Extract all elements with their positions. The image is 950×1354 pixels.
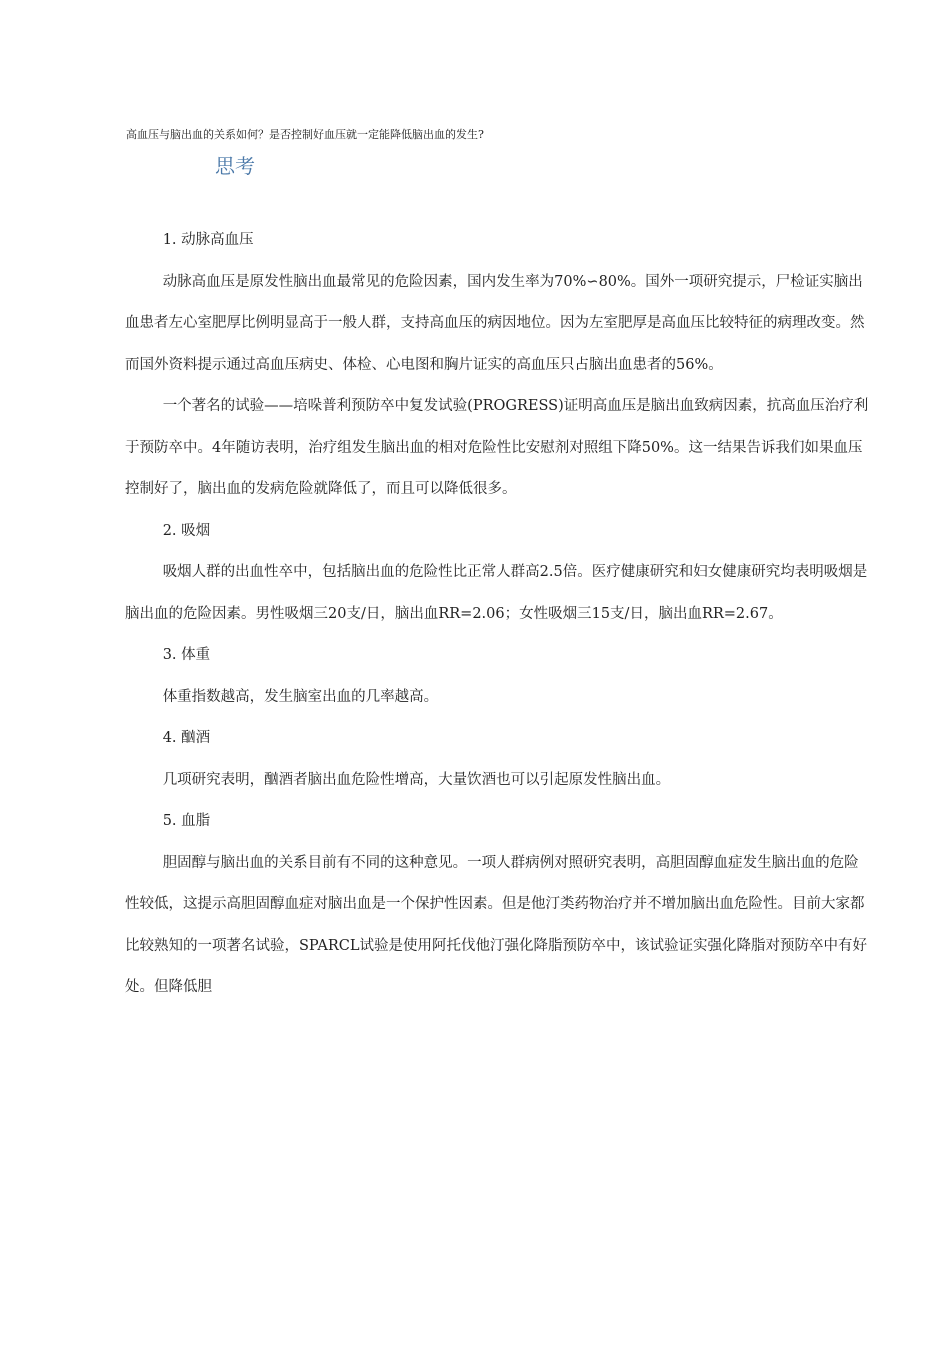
body-paragraph: 吸烟人群的出血性卒中，包括脑出血的危险性比正常人群高2.5倍。医疗健康研究和妇女健康研究均表明吸烟是脑出血的危险因素。男性吸烟三20支/日，脑出血RR=2.06；女性吸烟三15支/日，脑出血RR=2.67。 xyxy=(125,564,868,622)
document-body xyxy=(125,220,870,1009)
list-item-heading: 3. 体重 xyxy=(162,647,211,663)
list-item-heading: 4. 酗酒 xyxy=(162,730,211,746)
body-paragraph: 动脉高血压是原发性脑出血最常见的危险因素，国内发生率为70%∽80%。国外一项研究提示，尸检证实脑出血患者左心室肥厚比例明显高于一般人群，支持高血压的病因地位。因为左室肥厚是高血压比较特征的病理改变。然而国外资料提示通过高血压病史、体检、心电图和胸片证实的高血压只占脑出血患者的56%。 xyxy=(125,273,865,373)
body-paragraph: 胆固醇与脑出血的关系目前有不同的这种意见。一项人群病例对照研究表明，高胆固醇血症发生脑出血的危险性较低，这提示高胆固醇血症对脑出血是一个保护性因素。但是他汀类药物治疗并不增加脑出血危险性。目前大家都比较熟知的一项著名试验，SPARCL试验是使用阿托伐他汀强化降脂预防卒中，该试验证实强化降脂对预防卒中有好处。但降低胆 xyxy=(125,854,867,995)
section-heading: 思考 xyxy=(215,154,255,178)
body-paragraph: 体重指数越高，发生脑室出血的几率越高。 xyxy=(162,688,439,705)
list-item-heading: 5. 血脂 xyxy=(162,813,211,829)
list-item-heading: 1. 动脉高血压 xyxy=(162,232,254,248)
body-paragraph: 一个著名的试验——培哚普利预防卒中复发试验(PROGRESS)证明高血压是脑出血致病因素，抗高血压治疗利于预防卒中。4年随访表明，治疗组发生脑出血的相对危险性比安慰剂对照组下降50%。这一结果告诉我们如果血压控制好了，脑出血的发病危险就降低了，而且可以降低很多。 xyxy=(125,398,869,497)
list-item-heading: 2. 吸烟 xyxy=(162,522,211,539)
document-title: 高血压与脑出血的关系如何？是否控制好血压就一定能降低脑出血的发生? xyxy=(126,128,484,141)
body-paragraph: 几项研究表明，酗酒者脑出血危险性增高，大量饮酒也可以引起原发性脑出血。 xyxy=(162,771,671,788)
